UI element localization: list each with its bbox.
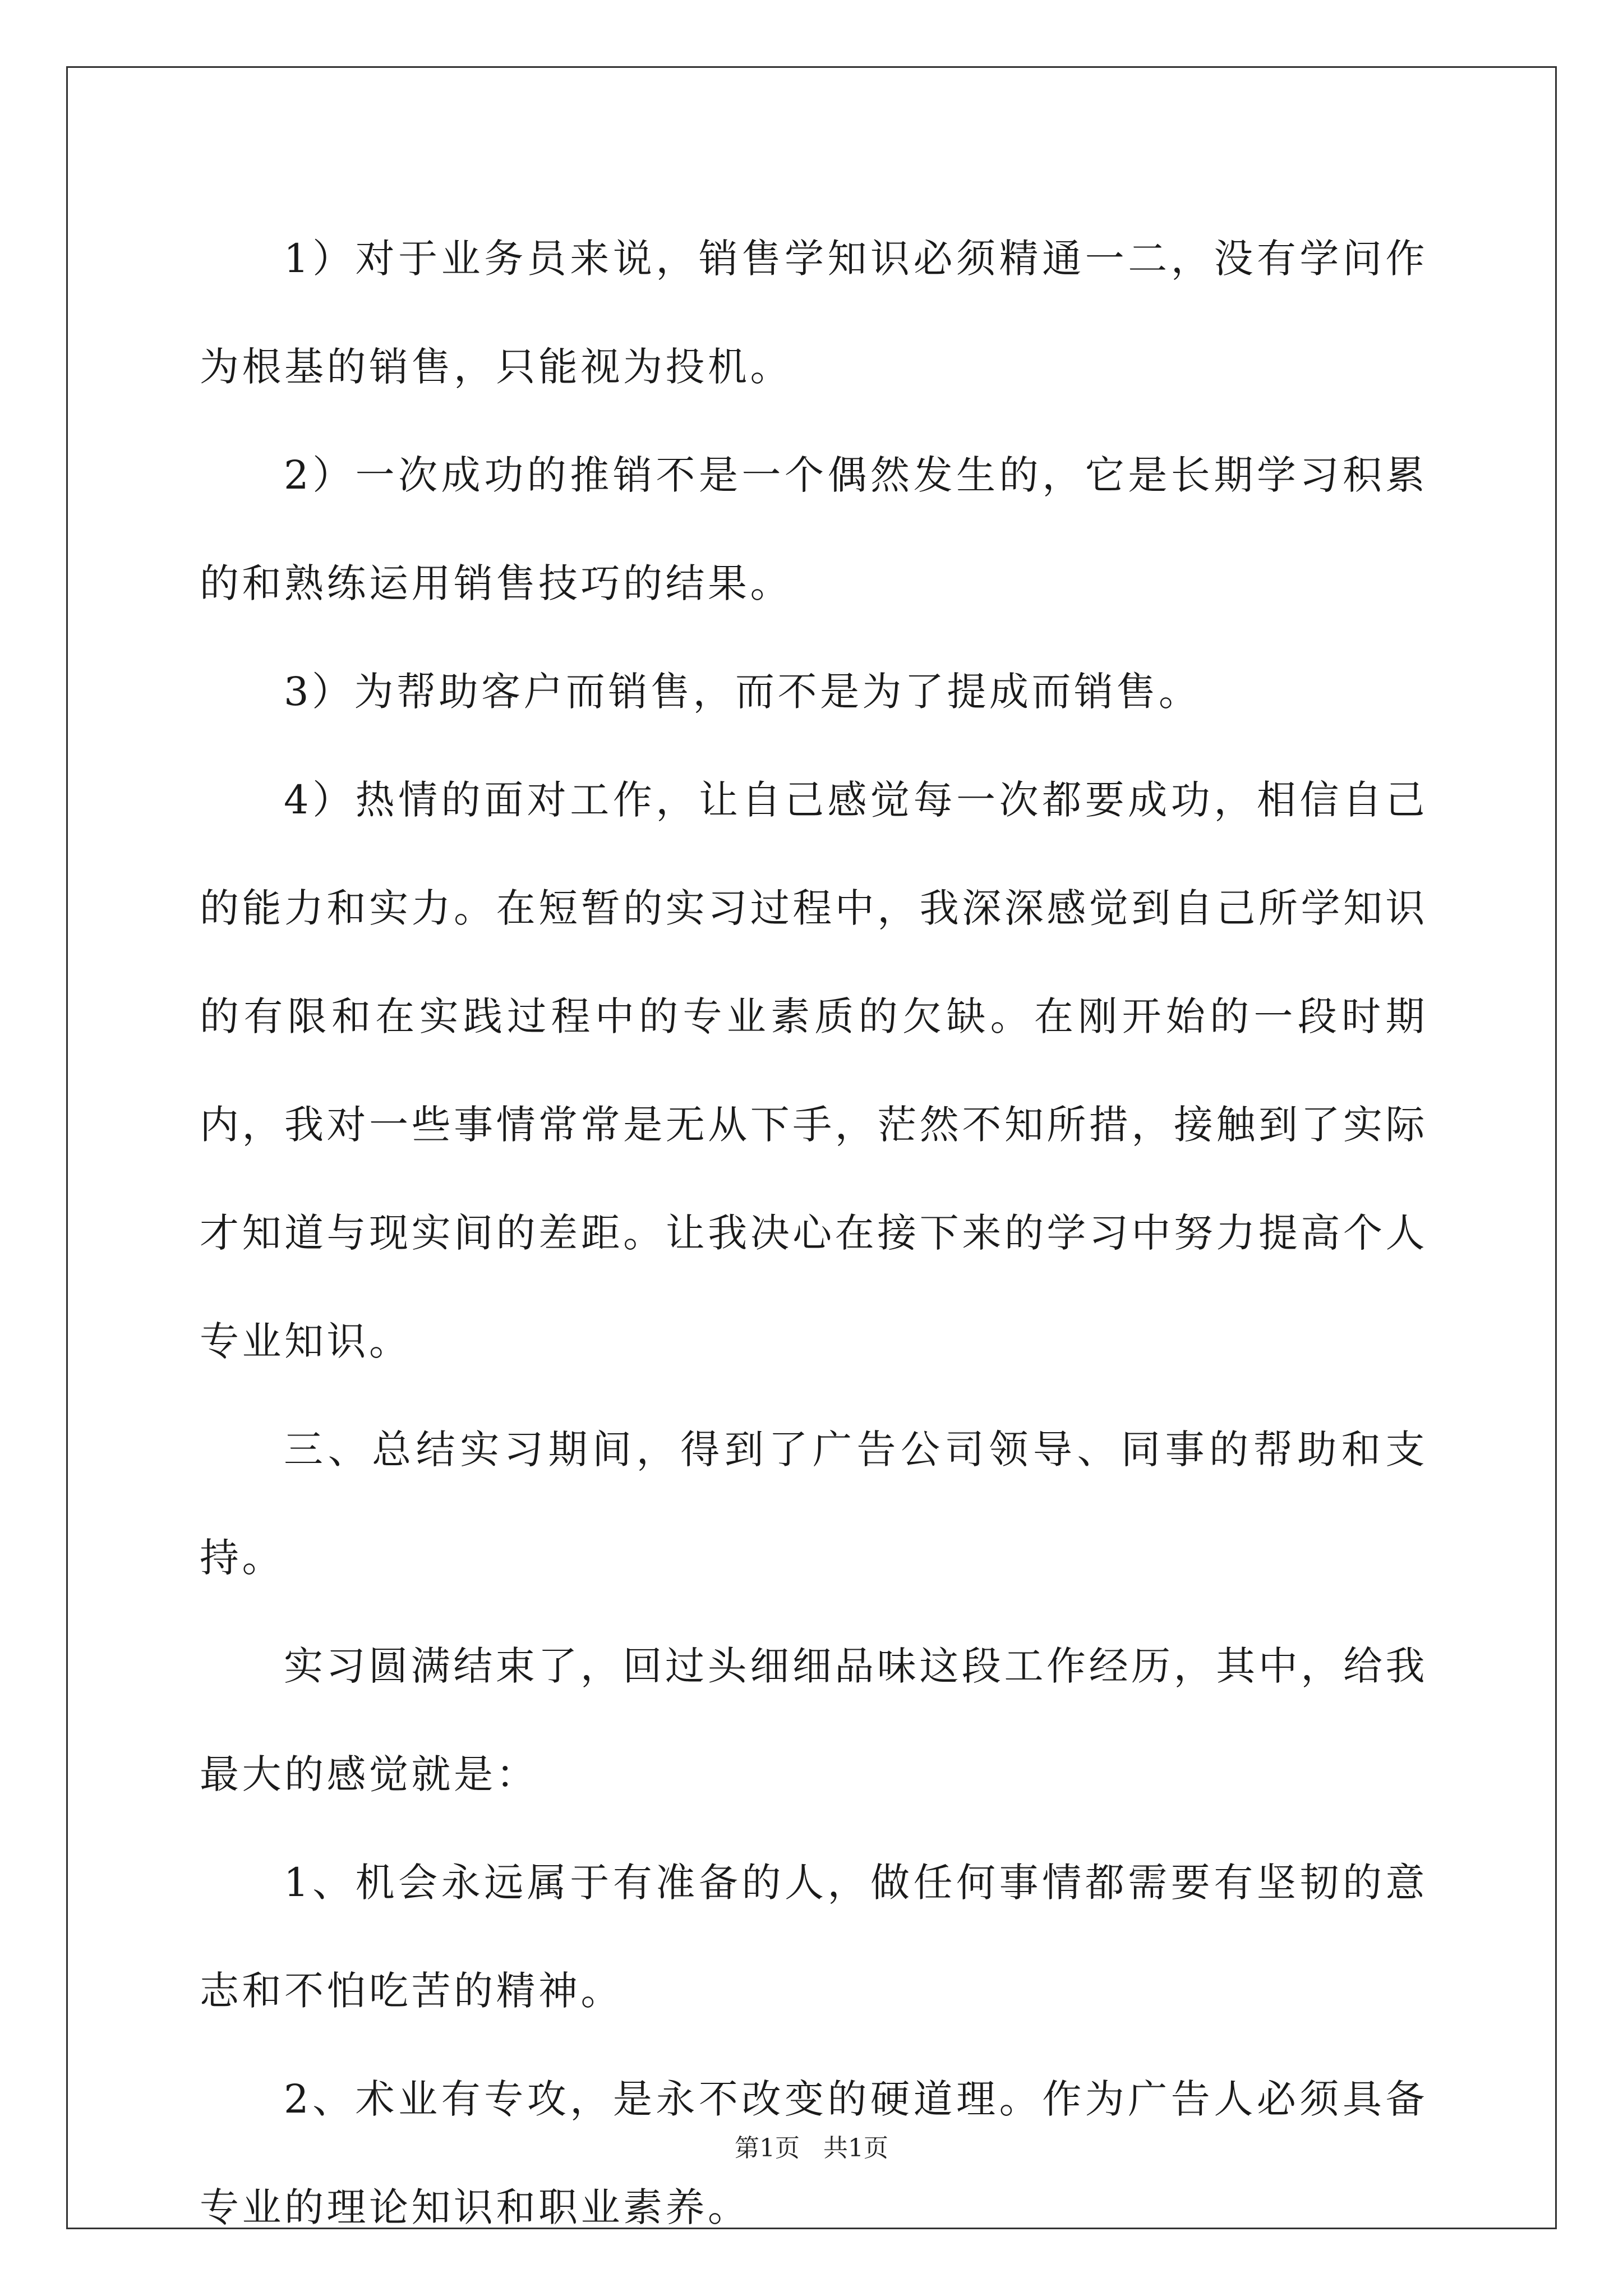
page-total: 共1页: [823, 2134, 888, 2162]
page-footer: [0, 2132, 1623, 2165]
paragraph-7: 1、机会永远属于有准备的人，做任何事情都需要有坚韧的意志和不怕吃苦的精神。: [200, 1860, 1428, 2014]
page-number: 第1页: [735, 2134, 800, 2162]
paragraph-8: 2、术业有专攻，是永不改变的硬道理。作为广告人必须具备专业的理论知识和职业素养。: [200, 2076, 1428, 2230]
paragraph-1: 1）对于业务员来说，销售学知识必须精通一二，没有学问作为根基的销售，只能视为投机。: [200, 236, 1428, 390]
document-body: [200, 205, 1428, 2262]
paragraph-5: 三、总结实习期间，得到了广告公司领导、同事的帮助和支持。: [200, 1427, 1428, 1581]
paragraph-6: 实习圆满结束了，回过头细细品味这段工作经历，其中，给我最大的感觉就是：: [200, 1643, 1428, 1797]
paragraph-2: 2）一次成功的推销不是一个偶然发生的，它是长期学习积累的和熟练运用销售技巧的结果。: [200, 452, 1428, 606]
paragraph-4: 4）热情的面对工作，让自己感觉每一次都要成功，相信自己的能力和实力。在短暂的实习过程中，我深深感觉到自己所学知识的有限和在实践过程中的专业素质的欠缺。在刚开始的一段时期内，我对一些事情常常是无从下手，茫然不知所措，接触到了实际才知道与现实间的差距。让我决心在接下来的学习中努力提高个人专业知识。: [200, 777, 1428, 1364]
paragraph-3: 3）为帮助客户而销售，而不是为了提成而销售。: [284, 669, 1201, 715]
